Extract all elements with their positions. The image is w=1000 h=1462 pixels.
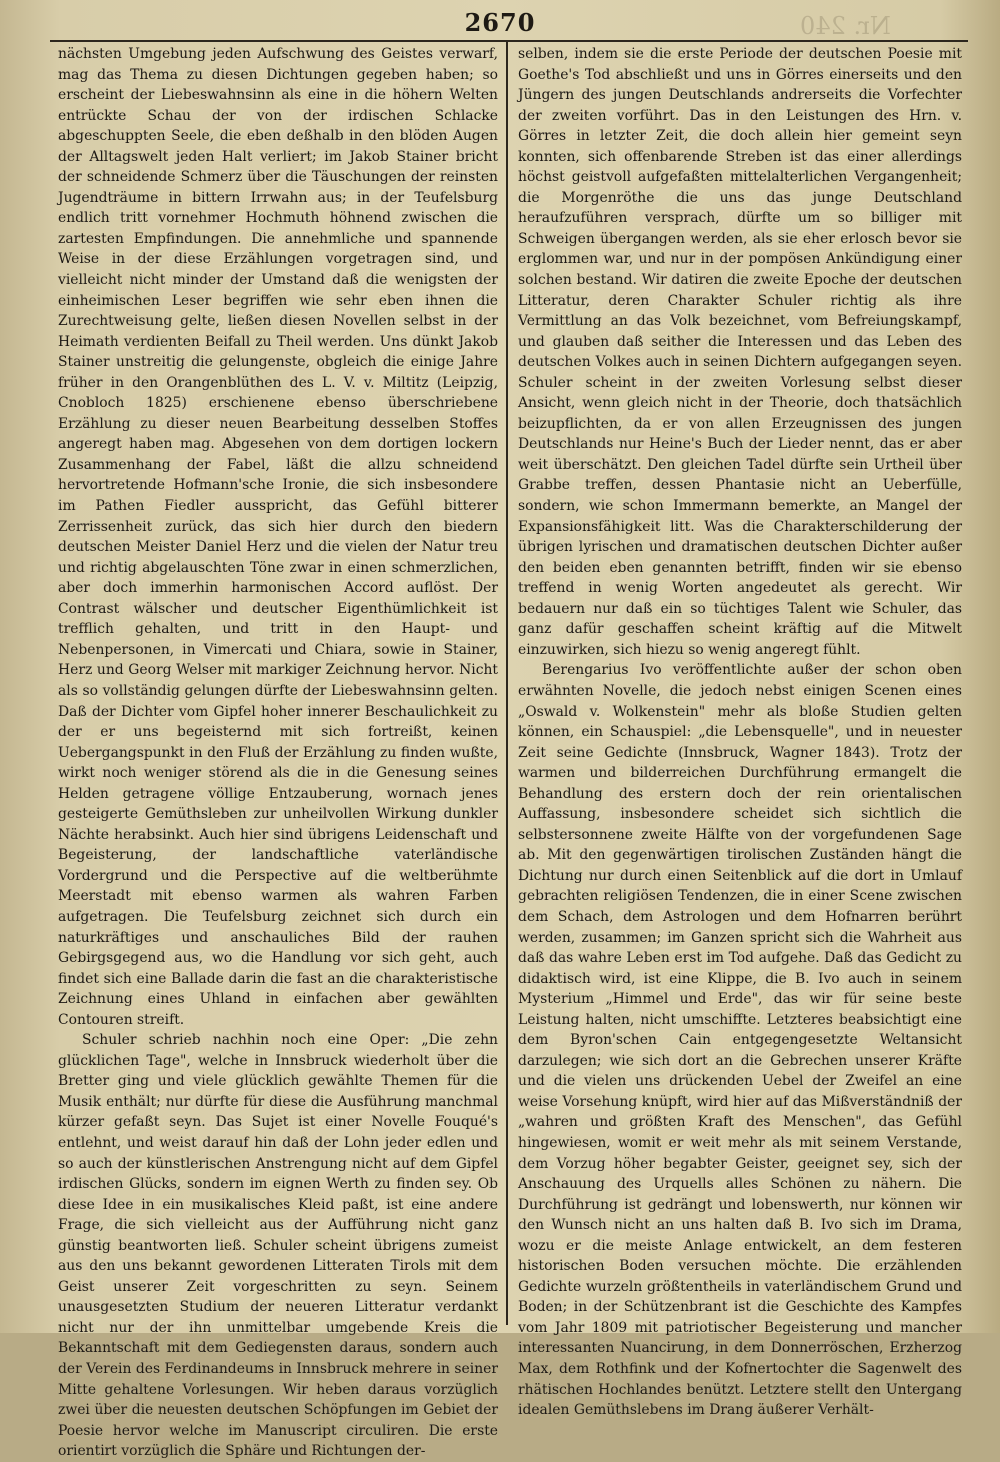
left-paragraph-1: nächsten Umgebung jeden Aufschwung des Geistes verwarf, mag das Thema zu diesen Dichtungen gegeben haben; so erscheint der Liebeswahnsinn als eine in die höhern Welten entrückte Schau der von der irdischen Schlacke abgeschuppten Seele, die eben deßhalb in den blöden Augen der Alltagswelt jeden Halt verliert; im Jakob Stainer bricht der schneidende Schmerz über die Täuschungen der reinsten Jugendträume in bittern Irrwahn aus; in der Teufelsburg endlich tritt vornehmer Hochmuth höhnend zwischen die zartesten Empfindungen. Die annehmliche und spannende Weise in der diese Erzählungen vorgetragen sind, und vielleicht nicht minder der Umstand daß die wenigsten der einheimischen Leser begriffen wie sehr eben ihnen die Zurechtweisung gelte, ließen diesen Novellen selbst in der Heimath verdienten Beifall zu Theil werden. Uns dünkt Jakob Stainer unstreitig die gelungenste, obgleich die einige Jahre früher in den Orangenblüthen des L. V. v. Miltitz (Leipzig, Cnobloch 1825) erschienene ebenso überschriebene Erzählung zu dieser neuen Bearbeitung desselben Stoffes angeregt haben mag. Abgesehen von dem dortigen lockern Zusammenhang der Fabel, läßt die allzu schneidend hervortretende Hofmann'sche Ironie, die sich insbesondere im Pathen Fiedler ausspricht, das Gefühl bitterer Zerrissenheit zurück, das sich hier durch den biedern deutschen Meister Daniel Herz und die vielen der Natur treu und richtig abgelauschten Töne zwar in einen schmerzlichen, aber doch immerhin harmonischen Accord auflöst. Der Contrast wälscher und deutscher Eigenthümlichkeit ist trefflich gehalten, und tritt in den Haupt- und Nebenpersonen, in Vimercati und Chiara, sowie in Stainer, Herz und Georg Welser mit markiger Zeichnung hervor. Nicht als so vollständig gelungen dürfte der Liebeswahnsinn gelten. Daß der Dichter vom Gipfel hoher innerer Beschaulichkeit zu der er uns begeisternd mit sich fortreißt, keinen Uebergangspunkt in den Fluß der Erzählung zu finden wußte, wirkt noch weniger störend als die in die Genesung seines Helden getragene völlige Entzauberung, wornach jenes gesteigerte Gemüthsleben zur unheilvollen Wirkung dunkler Nächte herabsinkt. Auch hier sind übrigens Leidenschaft und Begeisterung, der landschaftliche vaterländische Vordergrund und die Perspective auf die weltberühmte Meerstadt mit ebenso warmen als wahren Farben aufgetragen. Die Teufelsburg zeichnet sich durch ein naturkräftiges und anschauliches Bild der rauhen Gebirgsgegend aus, wo die Handlung vor sich geht, auch findet sich eine Ballade darin die fast an die charakteristische Zeichnung eines Uhland in einfachen aber gewählten Contouren streift. — [58, 46, 498, 1028]
header-rule — [50, 40, 968, 42]
right-paragraph-2: Berengarius Ivo veröffentlichte außer der schon oben erwähnten Novelle, die jedoch nebst einigen Scenen eines „Oswald v. Wolkenstein" mehr als bloße Studien gelten können, ein Schauspiel: „die Lebensquelle", und in neuester Zeit seine Gedichte (Innsbruck, Wagner 1843). Trotz der warmen und bilderreichen Durchführung ermangelt die Behandlung des erstern doch der rein orientalischen Auffassung, insbesondere scheidet sich sichtlich die selbstersonnene zweite Hälfte von der vorgefundenen Sage ab. Mit den gegenwärtigen tirolischen Zuständen hängt die Dichtung nur durch einen Seitenblick auf die dort in Umlauf gebrachten religiösen Tendenzen, die in einer Scene zwischen dem Schach, dem Astrologen und dem Hofnarren berührt werden, zusammen; im Ganzen spricht sich die Wahrheit aus daß das wahre Leben erst im Tod aufgehe. Daß das Gedicht zu didaktisch wird, ist eine Klippe, die B. Ivo auch in seinem Mysterium „Himmel und Erde", das wir für seine beste Leistung halten, nicht umschiffte. Letzteres beabsichtigt eine dem Byron'schen Cain entgegengesetzte Weltansicht darzulegen; wie sich dort an die Gebrechen unserer Kräfte und die vielen uns drückenden Uebel der Zweifel an eine weise Vorsehung knüpft, wird hier auf das Mißverständniß der „wahren und größten Kraft des Menschen", das Gefühl hingewiesen, womit er weit mehr als mit seinem Verstande, dem Vorzug höher begabter Geister, geeignet sey, sich der Anschauung des Urquells alles Schönen zu nähern. Die Durchführung ist gedrängt und lobenswerth, nur können wir den Wunsch nicht an uns halten daß B. Ivo sich im Drama, wozu er die meiste Anlage entwickelt, an dem festeren historischen Boden versuchen möchte. Die erzählenden Gedichte wurzeln größtentheils in vaterländischem Grund und Boden; in der Schützenbrant ist die Geschichte des Kampfes vom Jahr 1809 mit patriotischer Begeisterung und mancher interessanten Nuancirung, in dem Donnerröschen, Erzherzog Max, dem Rothfink und der Kofnertochter die Sagenwelt des rhätischen Hochlandes benützt. Letztere stellt den Untergang idealen Gemüthslebens im Drang äußerer Verhält- — [518, 662, 962, 1419]
right-column — [518, 44, 962, 1421]
left-paragraph-2: Schuler schrieb nachhin noch eine Oper: „Die zehn glücklichen Tage", welche in Innsbruck wiederholt über die Bretter ging und viele glücklich gewählte Themen für die Musik enthält; nur dürfte für diese die Ausführung manchmal kürzer gefaßt seyn. Das Sujet ist einer Novelle Fouqué's entlehnt, und weist darauf hin daß der Lohn jeder edlen und so auch der künstlerischen Anstrengung nicht auf dem Gipfel irdischen Glücks, sondern im eignen Werth zu finden sey. Ob diese Idee in ein musikalisches Kleid paßt, ist eine andere Frage, die sich vielleicht aus der Aufführung nicht ganz günstig beantworten ließ. Schuler scheint übrigens zumeist aus den uns bekannt gewordenen Litteraten Tirols mit dem Geist unserer Zeit vorgeschritten zu seyn. Seinem unausgesetzten Studium der neueren Litteratur verdankt nicht nur der ihn unmittelbar umgebende Kreis die Bekanntschaft mit dem Gediegensten daraus, sondern auch der Verein des Ferdinandeums in Innsbruck mehrere in seiner Mitte gehaltene Vorlesungen. Wir heben daraus vorzüglich zwei über die neuesten deutschen Schöpfungen im Gebiet der Poesie hervor welche im Manuscript circuliren. Die erste orientirt vorzüglich die Sphäre und Richtungen der- — [58, 1032, 498, 1460]
page-number: 2670 — [464, 8, 536, 37]
bleed-through-text: Nr. 240 — [800, 12, 891, 40]
left-column — [58, 44, 498, 1462]
column-divider — [506, 40, 508, 1325]
right-paragraph-1: selben, indem sie die erste Periode der deutschen Poesie mit Goethe's Tod abschließt und uns in Görres einerseits und den Jüngern des jungen Deutschlands andrerseits die Vorfechter der zweiten vorführt. Das in den Leistungen des Hrn. v. Görres in letzter Zeit, die doch allein hier gemeint seyn konnten, sich offenbarende Streben ist das einer allerdings höchst geistvoll aufgefaßten mittelalterlichen Vergangenheit; die Morgenröthe die uns das junge Deutschland heraufzuführen versprach, dürfte um so billiger mit Schweigen übergangen werden, als sie eher erlosch bevor sie erglommen war, und nur in der pompösen Ankündigung einer solchen bestand. Wir datiren die zweite Epoche der deutschen Litteratur, deren Charakter Schuler richtig als ihre Vermittlung an das Volk bezeichnet, vom Befreiungskampf, und glauben daß seither die Interessen und das Leben des deutschen Volkes auch in seinen Dichtern aufgegangen seyen. Schuler scheint in der zweiten Vorlesung selbst dieser Ansicht, wenn gleich nicht in der Theorie, doch thatsächlich beizupflichten, da er von allen Erzeugnissen des jungen Deutschlands nur Heine's Buch der Lieder nennt, das er aber weit überschätzt. Den gleichen Tadel dürfte sein Urtheil über Grabbe treffen, dessen Phantasie nicht an Ueberfülle, sondern, wie schon Immermann bemerkte, an Mangel der Expansionsfähigkeit litt. Was die Charakterschilderung der übrigen lyrischen und dramatischen deutschen Dichter außer den beiden eben genannten betrifft, finden wir sie ebenso treffend in wenig Worten angedeutet als gerecht. Wir bedauern nur daß ein so tüchtiges Talent wie Schuler, das ganz dafür geschaffen scheint kräftig auf die Mitwelt einzuwirken, sich hiezu so wenig angeregt fühlt. — [518, 46, 962, 658]
